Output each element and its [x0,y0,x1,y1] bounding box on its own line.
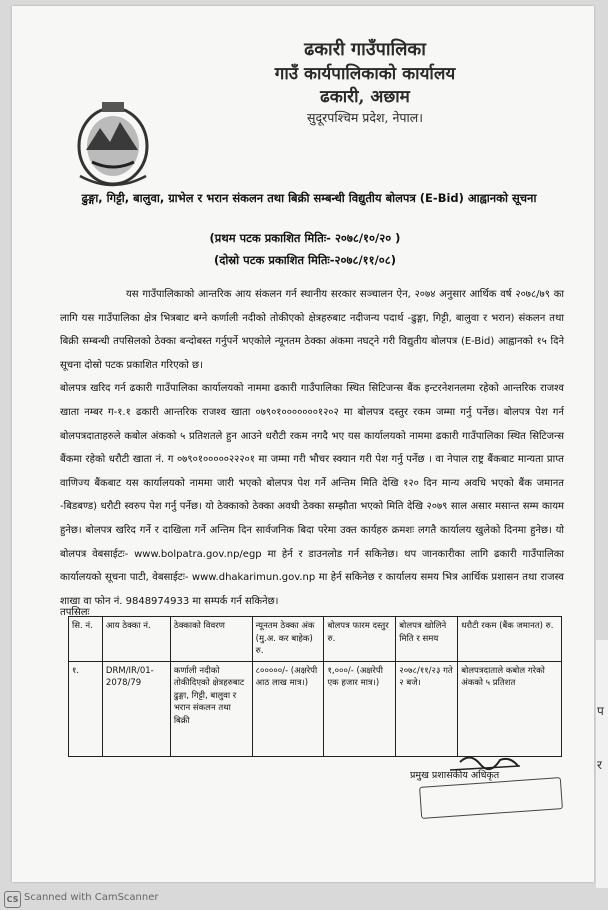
table-cell: बोलपत्रदाताले कबोल गरेको अंकको ५ प्रतिशत [458,661,562,756]
table-header-row [69,617,562,662]
office-name: गाउँ कार्यपालिकाको कार्यालय [274,64,456,84]
table-header: बोलपत्र खोलिने मिति र समय [396,617,458,662]
province-country: सुदूरपश्चिम प्रदेश, नेपाल। [307,110,423,125]
contract-details-table [68,616,562,757]
table-header: ठेक्काको विवरण [170,617,252,662]
table-cell: कर्णाली नदीको तोकीदिएको क्षेत्रहरुबाट ढुङ्गा, गिट्टी, बालुवा र भरान संकलन तथा बिक्री [170,661,252,756]
table-header: न्यूनतम ठेक्का अंक (मु.अ. कर बाहेक) रु. [252,617,324,662]
table-header: धरौटी रकम (बैंक जमानत) रु. [458,617,562,662]
document-page [12,6,594,882]
signatory-title: प्रमुख प्रशासकीय अधिकृत [410,770,500,781]
table-row [69,661,562,756]
scanner-watermark-text: Scanned with CamScanner [24,892,159,903]
table-header: सि. नं. [69,617,103,662]
notice-body [60,283,564,613]
office-location: ढकारी, अछाम [320,87,410,107]
scanner-footer [0,888,608,910]
municipality-name: ढकारी गाउँपालिका [304,39,426,60]
notice-title: ढुङ्गा, गिट्टी, बालुवा, ग्राभेल र भरान संकलन तथा बिक्री सम्बन्धी विद्युतीय बोलपत्र (E-Bid) आह्वानको सूचना [81,191,537,205]
table-cell: ८०००००/- (अक्षरेपी आठ लाख मात्र।) [252,661,324,756]
notice-paragraph-2: बोलपत्र खरिद गर्न ढकारी गाउँपालिका कार्यालयको नाममा ढकारी गाउँपालिका स्थित सिटिजन्स बैंक इन्टरनेशनलमा रहेको आन्तरिक राजश्व खाता नम्बर ग-१.१ ढकारी आन्तरिक राजश्व खाता ०७९०१०००००००१२०२ मा बोलपत्र दस्तुर रकम जम्मा गर्नु पर्नेछ। बोलपत्र पेश गर्न बोलपत्रदाताहरुले कबोल अंकको ५ प्रतिशतले हुन आउने धरौटी रकम नगदै भए यस कार्यालयको नाममा ढकारी गाउँपालिका स्थित सिटिजन्स बैंकमा रहेको धरौटी खाता नं. ग ०७९०१०००००२२२०१ मा जम्मा गरी भौचर स्क्यान गरी पेश गर्नु पर्नेछ । वा नेपाल राष्ट्र बैंकबाट मान्यता प्राप्त वाणिज्य बैंकबाट यस कार्यालयको नाममा जारी भएको बोलपत्र पेश गर्ने अन्तिम मिति देखि १२० दिन मान्य अवधि भएको बैंक जमानत -बिडबण्ड) धरौटी स्वरुप पेश गर्नु पर्नेछ। यो ठेक्काको ठेक्का अवधी ठेक्का सम्झौता भएको मिति देखि २०७९ साल असार मसान्त सम्म कायम हुनेछ। बोलपत्र खरिद गर्ने र दाखिला गर्ने अन्तिम दिन सार्वजनिक बिदा परेमा उक्त कार्यहरु क्रमशः लगतै कार्यालय खुलेको दिनमा हुनेछ। यो बोलपत्र वेबसाईटः- www.bolpatra.gov.np/egp मा हेर्न र डाउनलोड गर्न सकिनेछ। थप जानकारीका लागि ढकारी गाउँपालिका कार्यालयको सूचना पाटी, वेबसाईटः- www.dhakarimun.gov.np मा हेर्न सकिनेछ र कार्यालय समय भित्र आर्थिक प्रशासन तथा राजस्व शाखा वा फोन नं. 9848974933 मा सम्पर्क गर्न सकिनेछ। [60,383,564,607]
notice-paragraph-1: यस गाउँपालिकाको आन्तरिक आय संकलन गर्न स्थानीय सरकार सञ्चालन ऐन, २०७४ अनुसार आर्थिक वर्ष २०७८/७९ का लागि यस गाउँपालिका क्षेत्र भित्रबाट बग्ने कर्णाली नदीको तोकीएको क्षेत्रहरुबाट नदीजन्य पदार्थ -ढुङ्गा, गिट्टी, बालुवा र भरान) संकलन तथा बिक्री सम्बन्धी तपसिलको ठेक्का बन्दोबस्त गर्नुपर्ने भएकोले न्यूनतम ठेक्का अंकमा नघट्ने गरी विद्युतीय बोलपत्र (E-Bid) आह्वानको १५ दिने सूचना दोस्रो पटक प्रकाशित गरिएको छ। [60,289,564,371]
table-cell: १. [69,661,103,756]
second-publication-date: (दोस्रो पटक प्रकाशित मितिः-२०७८/११/०८) [213,253,397,267]
camscanner-icon: CS [4,891,21,908]
government-emblem-logo [72,98,154,188]
first-publication-date: (प्रथम पटक प्रकाशित मितिः- २०७८/१०/२० ) [209,231,401,245]
table-cell: DRM/IR/01-2078/79 [102,661,170,756]
page-edge-scrap: प र [596,640,608,910]
details-label: तपसिलः [60,607,90,618]
table-header: बोलपत्र फारम दस्तुर रु. [324,617,396,662]
office-header [220,38,510,128]
table-header: आय ठेक्का नं. [102,617,170,662]
table-cell: १,०००/- (अक्षरेपी एक हजार मात्र।) [324,661,396,756]
table-cell: २०७८/११/२३ गते २ बजे। [396,661,458,756]
